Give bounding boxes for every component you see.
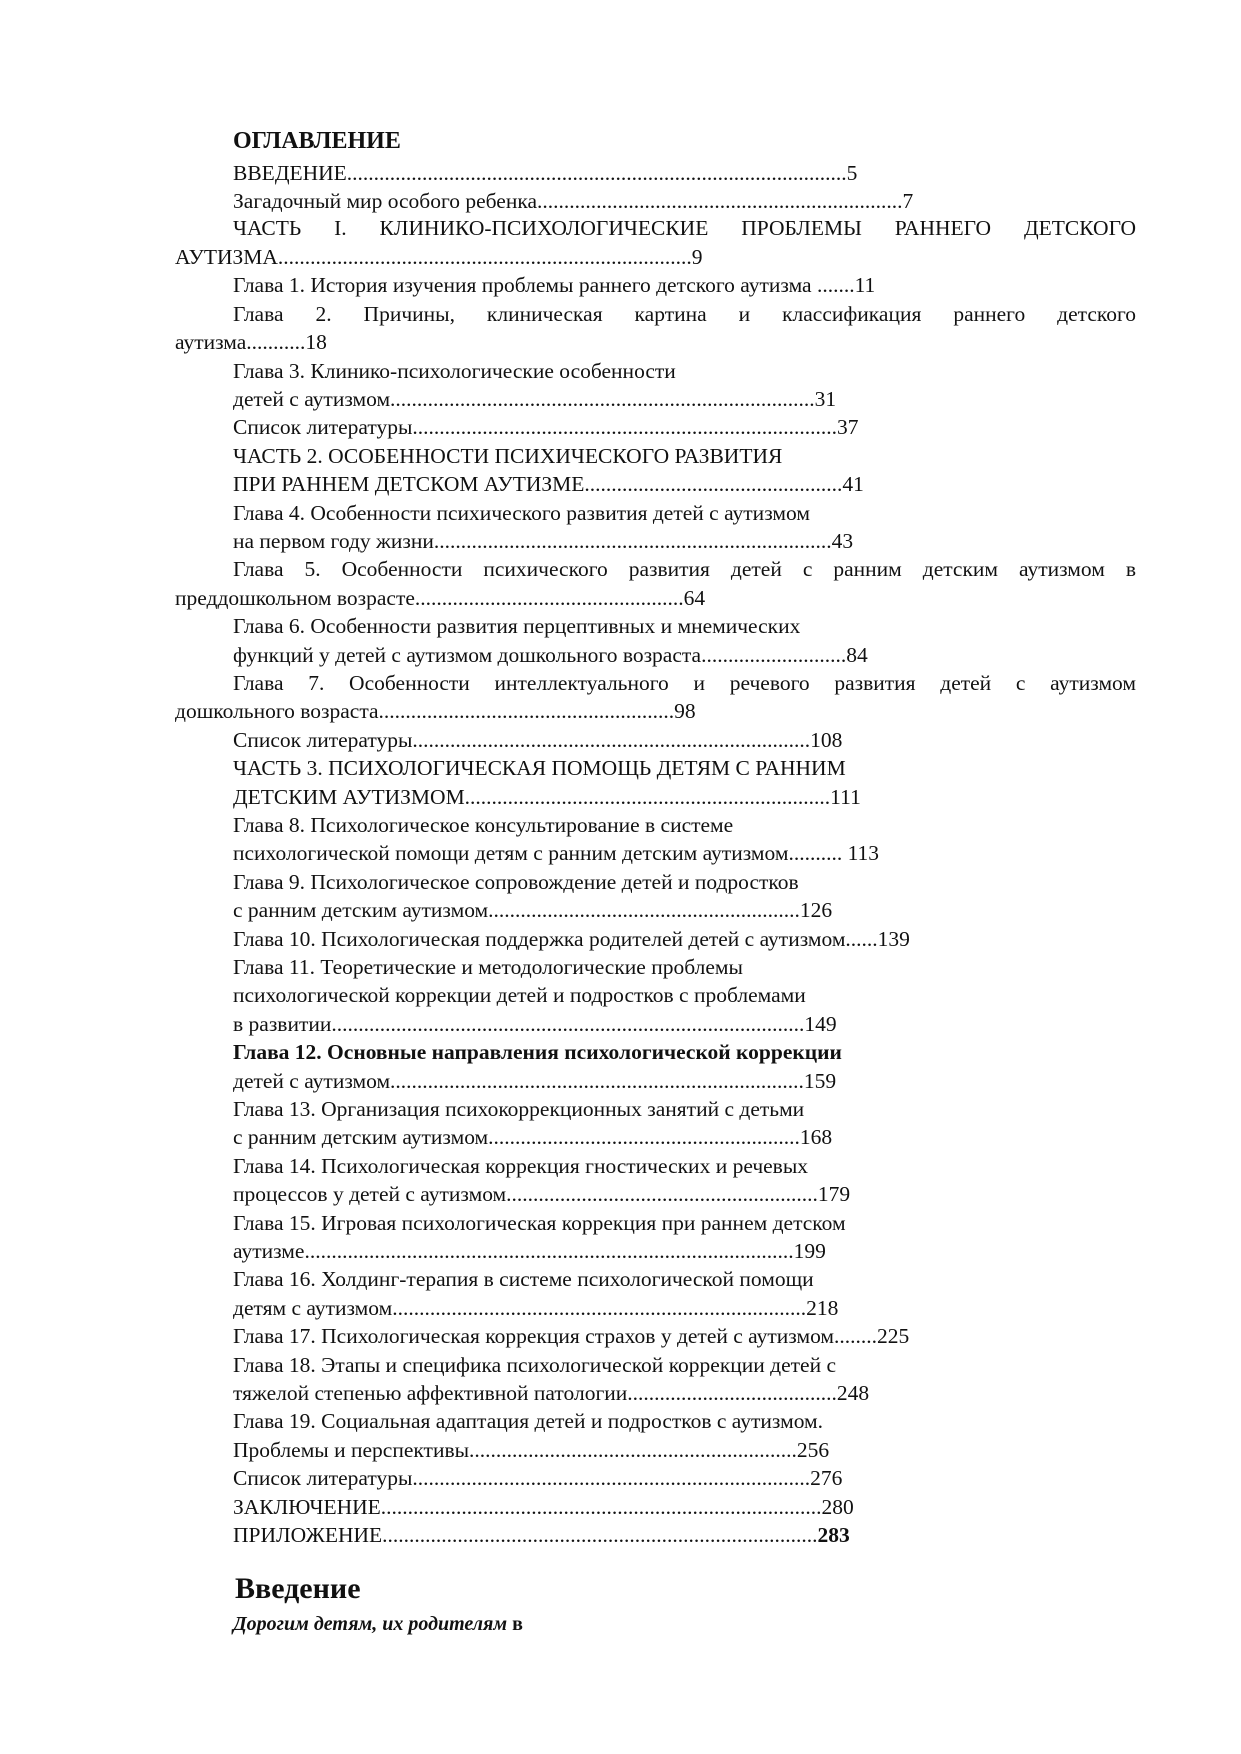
toc-appendix-page: 283 xyxy=(817,1523,850,1547)
intro-heading: Введение xyxy=(235,1572,361,1605)
toc-line: Глава 15. Игровая психологическая коррекция при раннем детском xyxy=(233,1211,846,1235)
toc-line: Глава 17. Психологическая коррекция страхов у детей с аутизмом........225 xyxy=(233,1324,910,1348)
toc-line: на первом году жизни..........................................................................43 xyxy=(233,529,854,553)
toc-line-bold: Глава 12. Основные направления психологической коррекции xyxy=(233,1040,842,1064)
toc-line: ЗАКЛЮЧЕНИЕ..................................................................................280 xyxy=(233,1495,854,1519)
toc-line: с ранним детским аутизмом..........................................................126 xyxy=(233,898,833,922)
toc-line: функций у детей с аутизмом дошкольного возраста...........................84 xyxy=(233,643,868,667)
toc-line: Глава 4. Особенности психического развития детей с аутизмом xyxy=(233,501,810,525)
toc-line: Глава 7. Особенности интеллектуального и речевого развития детей с аутизмом xyxy=(233,671,1136,695)
toc-line: с ранним детским аутизмом..........................................................168 xyxy=(233,1125,833,1149)
toc-line: Список литературы..........................................................................108 xyxy=(233,728,843,752)
toc-line: ЧАСТЬ I. КЛИНИКО-ПСИХОЛОГИЧЕСКИЕ ПРОБЛЕМЫ РАННЕГО ДЕТСКОГО xyxy=(233,216,1136,240)
epigraph-tail: в xyxy=(507,1613,523,1635)
toc-line: Список литературы..........................................................................276 xyxy=(233,1466,843,1490)
toc-line: Глава 3. Клинико-психологические особенности xyxy=(233,359,676,383)
toc-line: Глава 16. Холдинг-терапия в системе психологической помощи xyxy=(233,1267,814,1291)
toc-line: дошкольного возраста.......................................................98 xyxy=(175,699,696,723)
toc-line: Глава 11. Теоретические и методологические проблемы xyxy=(233,955,743,979)
toc-line: Проблемы и перспективы.............................................................256 xyxy=(233,1438,830,1462)
toc-line: аутизма...........18 xyxy=(175,330,327,354)
toc-line-last xyxy=(233,1521,850,1549)
toc-line: ЧАСТЬ 3. ПСИХОЛОГИЧЕСКАЯ ПОМОЩЬ ДЕТЯМ С РАННИМ xyxy=(233,756,846,780)
toc-line: ЧАСТЬ 2. ОСОБЕННОСТИ ПСИХИЧЕСКОГО РАЗВИТИЯ xyxy=(233,444,783,468)
toc-line: преддошкольном возрасте..................................................64 xyxy=(175,586,706,610)
toc-line: в развитии........................................................................................149 xyxy=(233,1012,837,1036)
toc-line: процессов у детей с аутизмом..........................................................179 xyxy=(233,1182,851,1206)
intro-epigraph xyxy=(233,1613,523,1636)
toc-line: Глава 19. Социальная адаптация детей и подростков с аутизмом. xyxy=(233,1409,824,1433)
toc-line: АУТИЗМА.............................................................................9 xyxy=(175,245,703,269)
toc-line: детей с аутизмом.............................................................................159 xyxy=(233,1069,837,1093)
toc-line: Глава 6. Особенности развития перцептивных и мнемических xyxy=(233,614,801,638)
toc-line: аутизме...........................................................................................199 xyxy=(233,1239,826,1263)
toc-line: психологической помощи детям с ранним детским аутизмом.......... 113 xyxy=(233,841,880,865)
toc-line: Глава 18. Этапы и специфика психологической коррекции детей с xyxy=(233,1353,837,1377)
toc-line: Глава 10. Психологическая поддержка родителей детей с аутизмом......139 xyxy=(233,927,910,951)
toc-line: детям с аутизмом.............................................................................218 xyxy=(233,1296,839,1320)
toc-line: ПРИ РАННЕМ ДЕТСКОМ АУТИЗМЕ................................................41 xyxy=(233,472,864,496)
toc-line: Глава 14. Психологическая коррекция гностических и речевых xyxy=(233,1154,809,1178)
toc-line: ДЕТСКИМ АУТИЗМОМ....................................................................111 xyxy=(233,785,861,809)
toc-line: Глава 13. Организация психокоррекционных занятий с детьми xyxy=(233,1097,805,1121)
epigraph-italic: Дорогим детям, их родителям xyxy=(233,1613,508,1635)
toc-line: Глава 1. История изучения проблемы раннего детского аутизма .......11 xyxy=(233,273,876,297)
toc-appendix-label: ПРИЛОЖЕНИЕ................................................................................. xyxy=(233,1523,818,1547)
toc-line: Список литературы...............................................................................37 xyxy=(233,415,859,439)
toc-line: детей с аутизмом...............................................................................31 xyxy=(233,387,837,411)
toc-line: тяжелой степенью аффективной патологии.......................................248 xyxy=(233,1381,870,1405)
toc-line: Глава 9. Психологическое сопровождение детей и подростков xyxy=(233,870,799,894)
toc-line: ВВЕДЕНИЕ.............................................................................................5 xyxy=(233,161,858,185)
toc-line: Глава 8. Психологическое консультирование в системе xyxy=(233,813,734,837)
toc-line: психологической коррекции детей и подростков с проблемами xyxy=(233,983,806,1007)
toc-title: ОГЛАВЛЕНИЕ xyxy=(233,128,401,154)
toc-line: Глава 2. Причины, клиническая картина и классификация раннего детского xyxy=(233,302,1136,326)
toc-line: Загадочный мир особого ребенка....................................................................7 xyxy=(233,189,914,213)
toc-line: Глава 5. Особенности психического развития детей с ранним детским аутизмом в xyxy=(233,557,1136,581)
